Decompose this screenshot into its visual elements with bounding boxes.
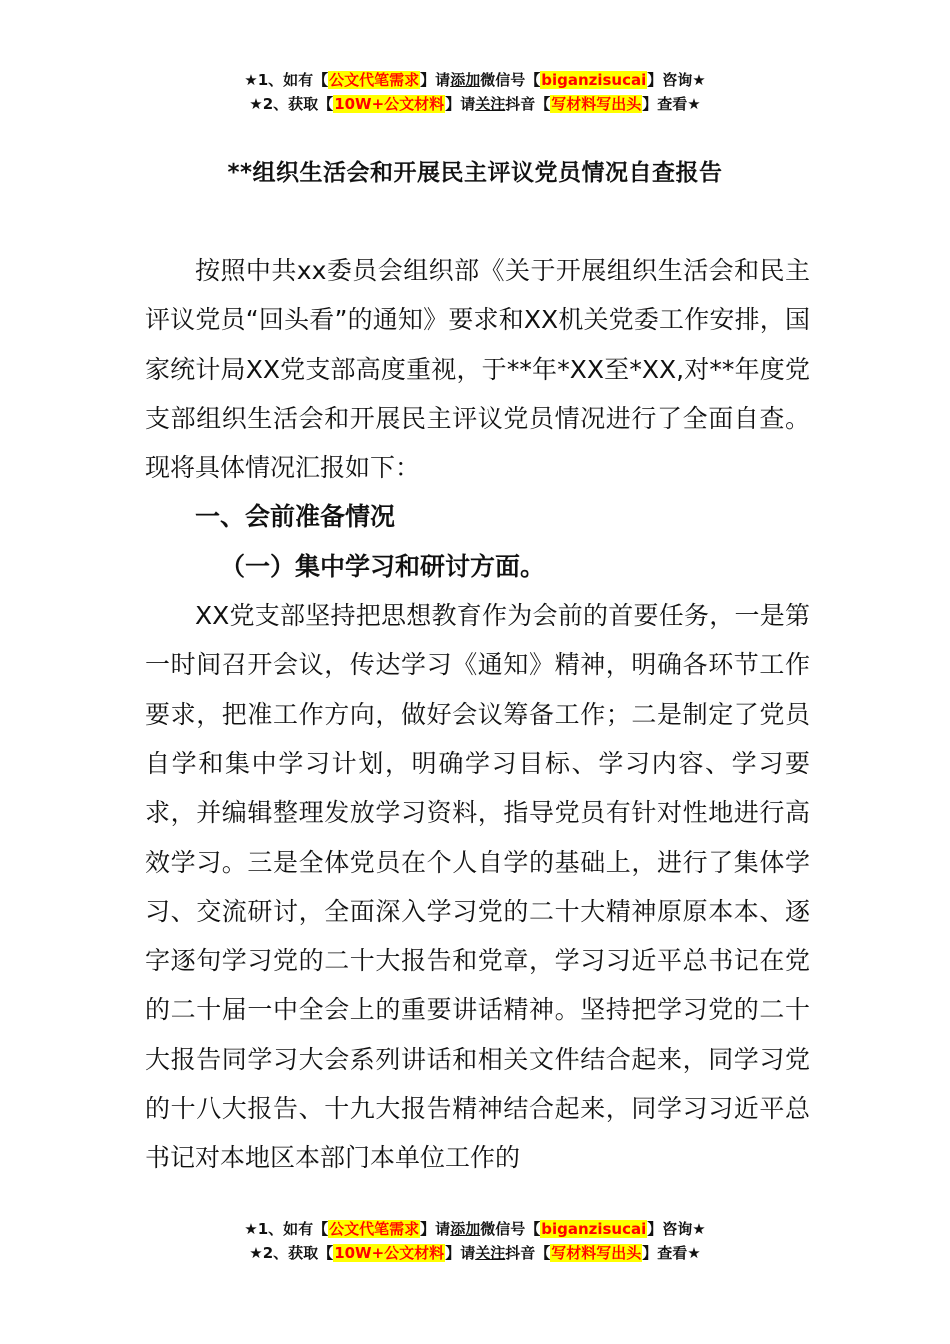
banner-line-1 xyxy=(0,68,950,92)
document-body xyxy=(145,246,810,1183)
underlined-add: 添加 xyxy=(450,1220,481,1238)
highlight-materials: 10W+公文材料 xyxy=(334,1244,445,1262)
banner-text: 】请 xyxy=(420,71,451,89)
intro-paragraph: 按照中共xx委员会组织部《关于开展组织生活会和民主评议党员“回头看”的通知》要求和XX机关党委工作安排，国家统计局XX党支部高度重视，于**年*XX至*XX,对**年度党支部组织生活会和开展民主评议党员情况进行了全面自查。现将具体情况汇报如下： xyxy=(145,256,810,483)
highlight-wechat-id: biganzisucai xyxy=(541,71,647,89)
highlight-douyin: 写材料写出头 xyxy=(551,1244,642,1262)
banner-text: 】请 xyxy=(420,1220,451,1238)
top-banner xyxy=(0,68,950,116)
banner-text: 】请 xyxy=(445,1244,476,1262)
banner-text: ★2、获取【 xyxy=(249,95,334,113)
banner-text: ★1、如有【 xyxy=(244,1220,329,1238)
banner-text: 】咨询★ xyxy=(647,71,706,89)
highlight-service: 公文代笔需求 xyxy=(329,71,420,89)
banner-text: 抖音【 xyxy=(505,95,551,113)
highlight-materials: 10W+公文材料 xyxy=(334,95,445,113)
banner-text: 】咨询★ xyxy=(647,1220,706,1238)
banner-line-2 xyxy=(0,92,950,116)
banner-text: 微信号【 xyxy=(480,71,541,89)
banner-text: ★2、获取【 xyxy=(249,1244,334,1262)
underlined-follow: 关注 xyxy=(475,95,506,113)
highlight-service: 公文代笔需求 xyxy=(329,1220,420,1238)
bottom-banner xyxy=(0,1217,950,1265)
banner-line-2 xyxy=(0,1241,950,1265)
document-title: **组织生活会和开展民主评议党员情况自查报告 xyxy=(227,160,723,186)
banner-text: ★1、如有【 xyxy=(244,71,329,89)
highlight-wechat-id: biganzisucai xyxy=(541,1220,647,1238)
section-heading: 一、会前准备情况 xyxy=(195,502,396,532)
underlined-add: 添加 xyxy=(450,71,481,89)
banner-text: 】查看★ xyxy=(642,1244,701,1262)
banner-text: 】请 xyxy=(445,95,476,113)
banner-line-1 xyxy=(0,1217,950,1241)
highlight-douyin: 写材料写出头 xyxy=(551,95,642,113)
banner-text: 抖音【 xyxy=(505,1244,551,1262)
banner-text: 】查看★ xyxy=(642,95,701,113)
underlined-follow: 关注 xyxy=(475,1244,506,1262)
subsection-heading: （一）集中学习和研讨方面。 xyxy=(220,551,546,581)
banner-text: 微信号【 xyxy=(480,1220,541,1238)
body-paragraph: XX党支部坚持把思想教育作为会前的首要任务，一是第一时间召开会议，传达学习《通知》精神，明确各环节工作要求，把准工作方向，做好会议筹备工作；二是制定了党员自学和集中学习计划，明确学习目标、学习内容、学习要求，并编辑整理发放学习资料，指导党员有针对性地进行高效学习。三是全体党员在个人自学的基础上，进行了集体学习、交流研讨，全面深入学习党的二十大精神原原本本、逐字逐句学习党的二十大报告和党章，学习习近平总书记在党的二十届一中全会上的重要讲话精神。坚持把学习党的二十大报告同学习大会系列讲话和相关文件结合起来，同学习党的十八大报告、十九大报告精神结合起来，同学习习近平总书记对本地区本部门本单位工作的 xyxy=(145,601,810,1173)
